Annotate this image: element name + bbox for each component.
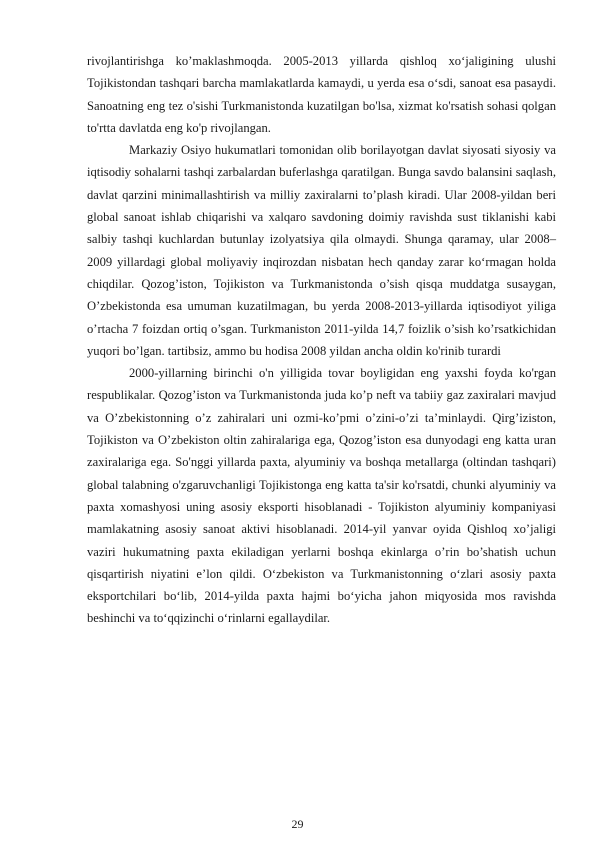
paragraph-continuation: rivojlantirishga ko’maklashmoqda. 2005-2013 yillarda qishloq xo‘jaligining ulushi Tojikistondan tashqari barcha mamlakatlarda kamaydi, u yerda esa o‘sdi, sanoat esa pasaydi. Sanoatning eng tez o'sishi Turkmanistonda kuzatilgan bo'lsa, xizmat ko'rsatish sohasi qolgan to'rtta davlatda eng ko'p rivojlangan.: [87, 54, 556, 135]
document-body: [87, 50, 556, 630]
page-number: 29: [291, 817, 304, 831]
paragraph-commodity-wealth: 2000-yillarning birinchi o'n yilligida tovar boyligidan eng yaxshi foyda ko'rgan respublikalar. Qozog’iston va Turkmanistonda juda ko’p neft va tabiiy gaz zaxiralari mavjud va O’zbekistonning o’z zahiralari uni ozmi-ko’pmi o’zini-o’zi ta’minlaydi. Qirg’iziston, Tojikiston va O’zbekiston oltin zahiralariga ega, Qozog’iston esa dunyodagi eng katta uran zaxiralariga ega. So'nggi yillarda paxta, alyuminiy va boshqa metallarga (oltindan tashqari) global talabning o'zgaruvchanligi Tojikistonga eng katta ta'sir ko'rsatdi, chunki alyuminiy va paxta xomashyosi uning asosiy eksporti hisoblanadi - Tojikiston alyuminiy kompaniyasi mamlakatning asosiy sanoat aktivi hisoblanadi. 2014-yil yanvar oyida Qishloq xo’jaligi vaziri hukumatning paxta ekiladigan yerlarni boshqa ekinlarga o’rin bo’shatish uchun qisqartirish niyatini e’lon qildi. O‘zbekiston va Turkmanistonning o‘zlari asosiy paxta eksportchilari bo‘lib, 2014-yilda paxta hajmi bo‘yicha jahon miqyosida mos ravishda beshinchi va to‘qqizinchi o‘rinlarni egallaydilar.: [87, 366, 556, 626]
paragraph-state-policy: Markaziy Osiyo hukumatlari tomonidan olib borilayotgan davlat siyosati siyosiy va iqtisodiy sohalarni tashqi zarbalardan buferlashga qaratilgan. Bunga savdo balansini saqlash, davlat qarzini minimallashtirish va milliy zaxiralarni to’plash kiradi. Ular 2008-yildan beri global sanoat ishlab chiqarishi va xalqaro savdoning doimiy ravishda sust tiklanishi kabi salbiy tashqi kuchlardan butunlay izolyatsiya qila olmaydi. Shunga qaramay, ular 2008–2009 yillardagi global moliyaviy inqirozdan nisbatan hech qanday zarar ko‘rmagan holda chiqdilar. Qozog’iston, Tojikiston va Turkmanistonda o’sish qisqa muddatga susaygan, O’zbekistonda esa umuman kuzatilmagan, bu yerda 2008-2013-yillarda iqtisodiyot yiliga o’rtacha 7 foizdan ortiq o’sgan. Turkmaniston 2011-yilda 14,7 foizlik o’sish ko’rsatkichidan yuqori bo’lgan. tartibsiz, ammo bu hodisa 2008 yildan ancha oldin ko'rinib turardi: [87, 143, 556, 358]
